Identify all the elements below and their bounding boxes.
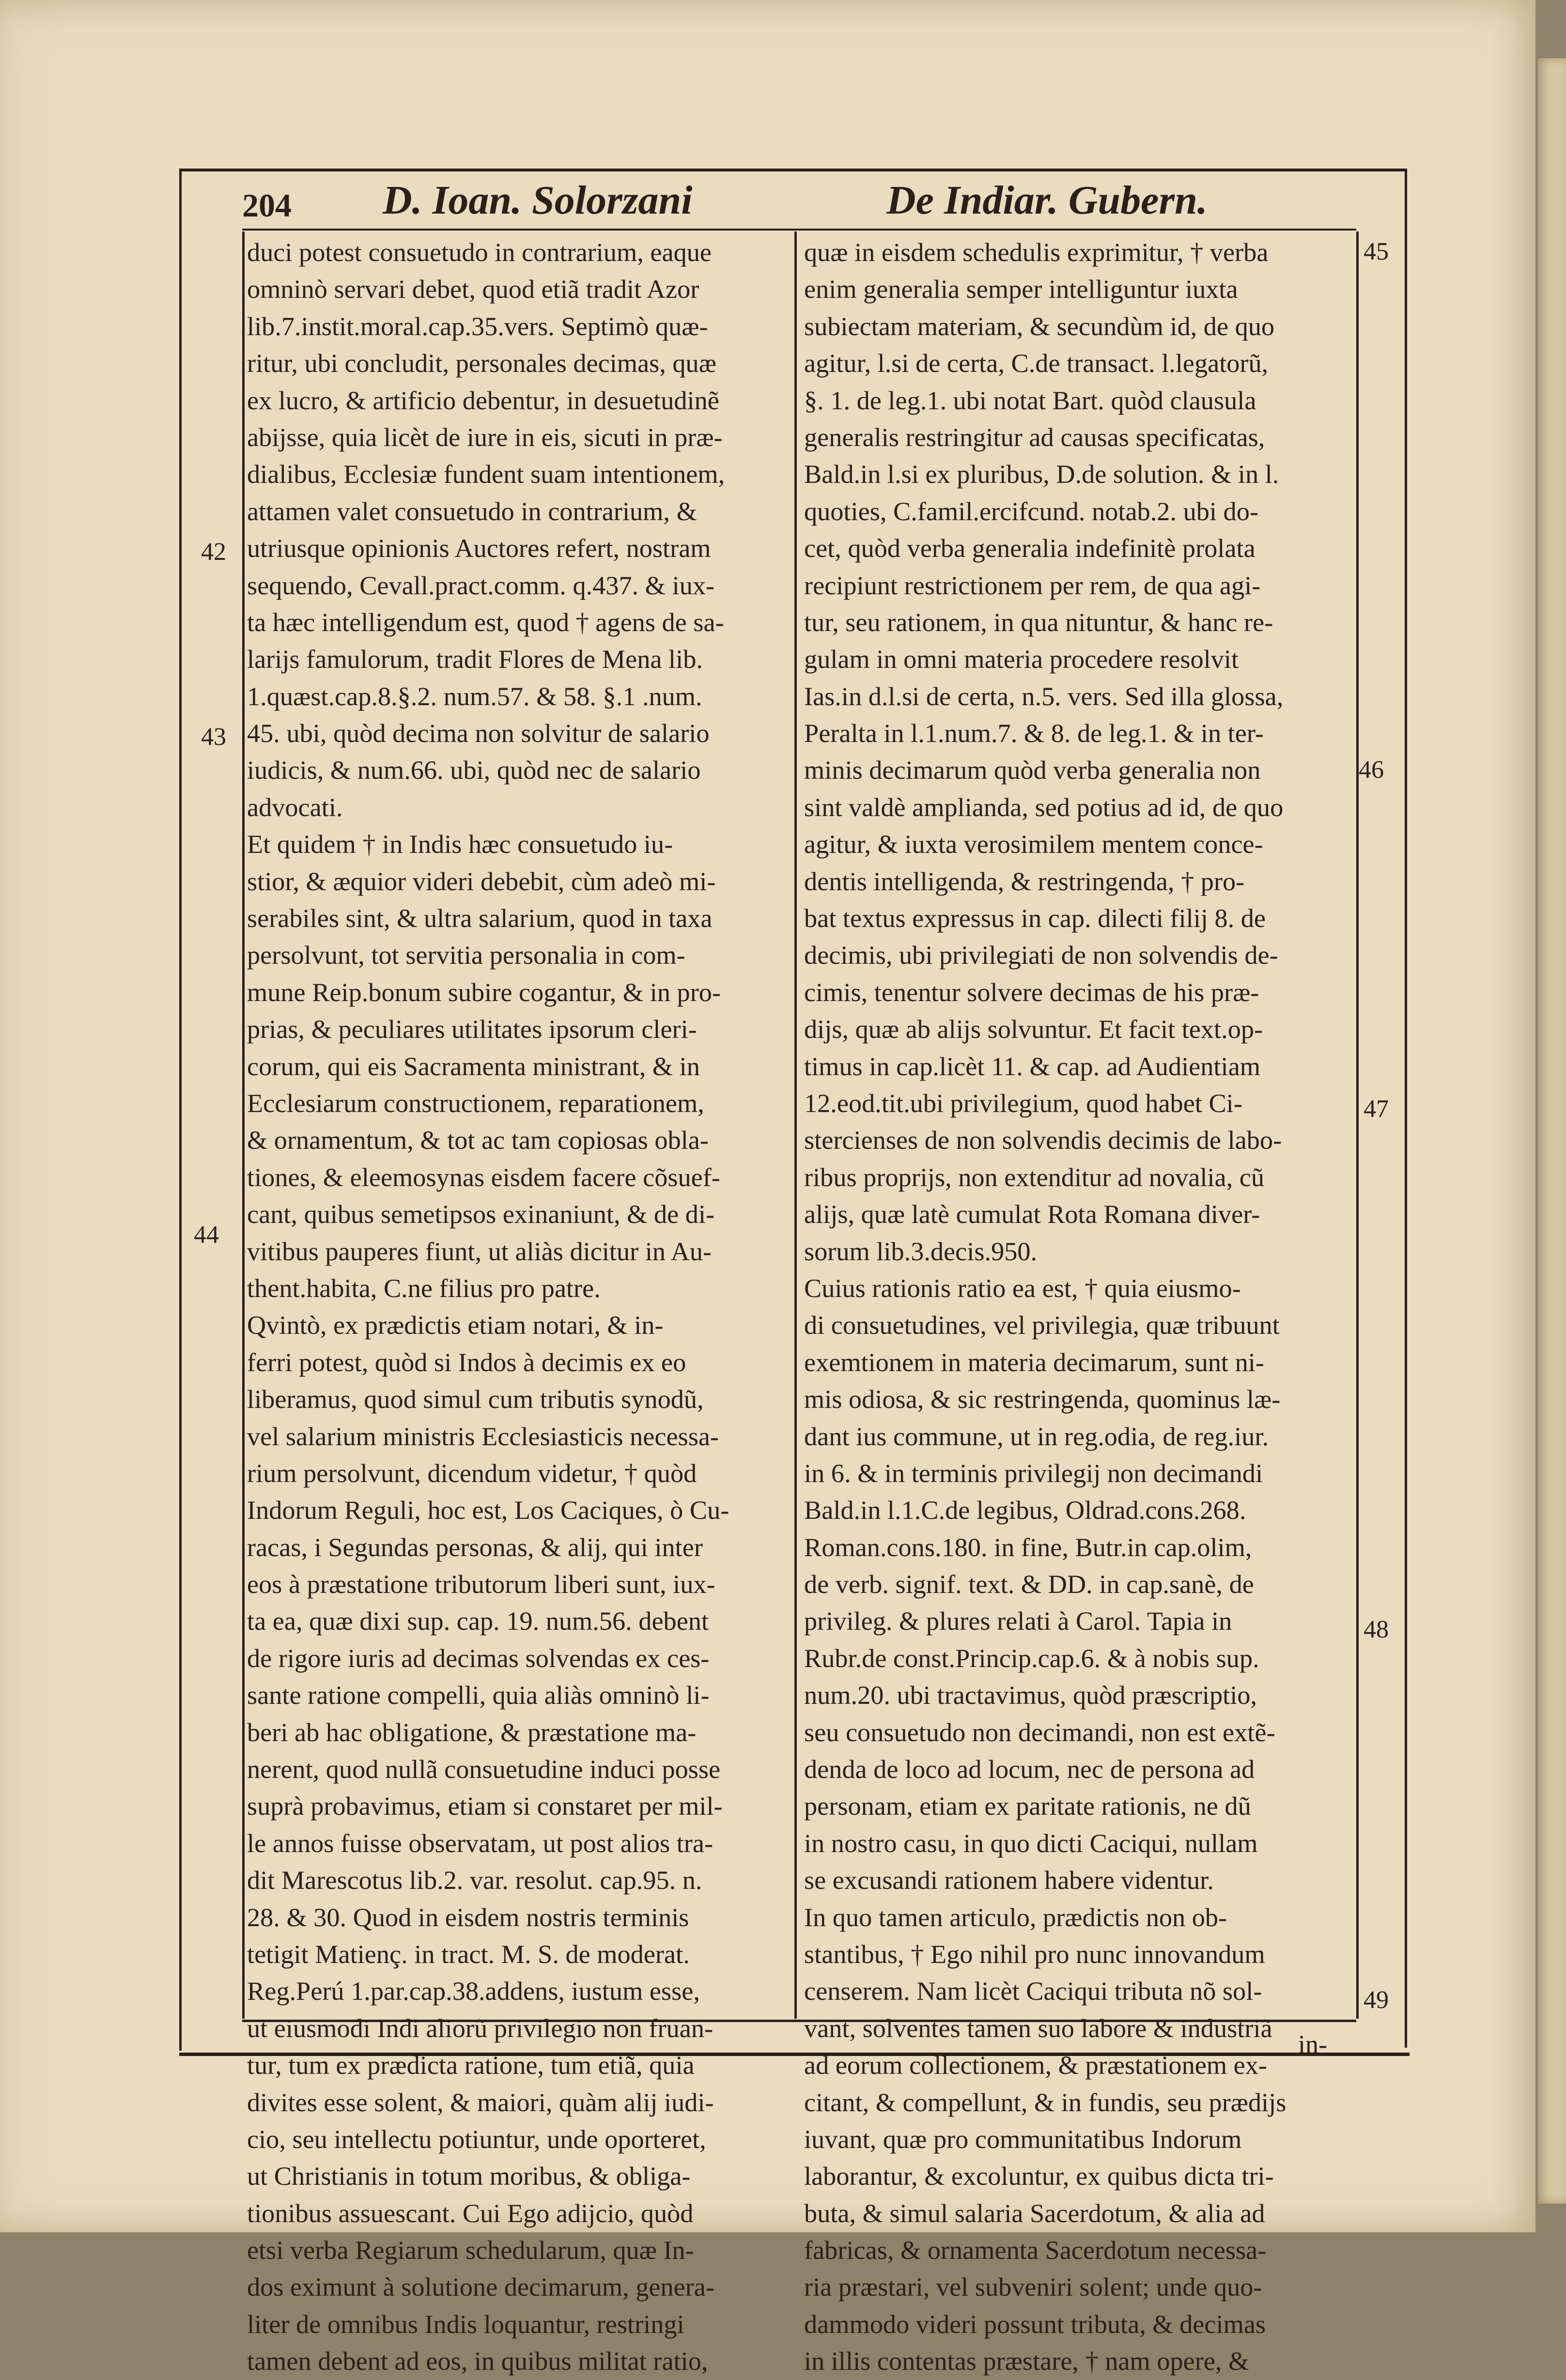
text-line: beri ab hac obligatione, & præstatione ma- — [247, 1717, 697, 1747]
text-line: attamen valet consuetudo in contrarium, & — [247, 496, 697, 526]
text-line: vant, solventes tamen suo labore & industriã — [804, 2013, 1272, 2043]
text-line: suprà probavimus, etiam si constaret per mil- — [247, 1792, 723, 1821]
margin-note-number: 44 — [194, 1221, 219, 1249]
text-line: larijs famulorum, tradit Flores de Mena lib. — [247, 645, 703, 674]
text-line: thent.habita, C.ne filius pro patre. — [247, 1273, 601, 1303]
text-line: ritur, ubi concludit, personales decimas, quæ — [247, 349, 716, 378]
text-line: Bald.in l.si ex pluribus, D.de solution. & in l. — [804, 460, 1279, 489]
page-frame-right-rule — [1405, 169, 1407, 2048]
margin-note-number: 42 — [201, 538, 226, 566]
text-line: liter de omnibus Indis loquantur, restringi — [247, 2309, 684, 2339]
text-line: mune Reip.bonum subire cogantur, & in pro- — [247, 977, 721, 1007]
text-line: Qvintò, ex prædictis etiam notari, & in- — [247, 1311, 664, 1340]
text-line: ex lucro, & artificio debentur, in desuetudinẽ — [247, 386, 719, 415]
text-line: iuvant, quæ pro communitatibus Indorum — [804, 2124, 1242, 2154]
text-line: ta ea, quæ dixi sup. cap. 19. num.56. debent — [247, 1607, 709, 1636]
text-line: dijs, quæ ab alijs solvuntur. Et facit text.op- — [804, 1015, 1263, 1044]
catchword: in- — [1298, 2030, 1327, 2059]
text-line: buta, & simul salaria Sacerdotum, & alia ad — [804, 2198, 1265, 2228]
left-column-rule — [242, 232, 245, 2019]
text-line: omninò servari debet, quod etiã tradit Azor — [247, 275, 699, 304]
text-line: & ornamentum, & tot ac tam copiosas obla- — [247, 1126, 709, 1155]
text-line: cet, quòd verba generalia indefinitè prolata — [804, 534, 1256, 563]
text-line: ut eiusmodi Indi aliorũ privilegio non fruan- — [247, 2013, 713, 2043]
margin-note-number: 48 — [1364, 1616, 1389, 1643]
text-line: personam, etiam ex paritate rationis, ne dũ — [804, 1792, 1251, 1821]
text-line: nerent, quod nullã consuetudine induci posse — [247, 1755, 721, 1784]
text-line: cio, seu intellectu potiuntur, unde oporteret, — [247, 2124, 706, 2154]
running-title-left: D. Ioan. Solorzani — [383, 178, 693, 223]
text-line: tamen debent ad eos, in quibus militat ratio, — [247, 2347, 708, 2376]
text-line: vel salarium ministris Ecclesiasticis necessa- — [247, 1422, 719, 1451]
text-line: tionibus assuescant. Cui Ego adijcio, quòd — [247, 2198, 694, 2228]
facing-page-edge — [1538, 58, 1566, 2204]
text-line: ta hæc intelligendum est, quod † agens de sa- — [247, 607, 724, 637]
text-line: 12.eod.tit.ubi privilegium, quod habet Ci- — [804, 1088, 1242, 1118]
text-line: recipiunt restrictionem per rem, de qua agi- — [804, 571, 1261, 600]
text-line: dentis intelligenda, & restringenda, † pro- — [804, 866, 1245, 896]
text-line: stantibus, † Ego nihil pro nunc innovandum — [804, 1939, 1265, 1969]
text-line: persolvunt, tot servitia personalia in com- — [247, 941, 685, 970]
text-line: denda de loco ad locum, nec de persona ad — [804, 1755, 1255, 1784]
text-line: tur, seu rationem, in qua nituntur, & hanc re- — [804, 607, 1273, 637]
text-line: exemtionem in materia decimarum, sunt ni- — [804, 1347, 1264, 1377]
text-line: Ias.in d.l.si de certa, n.5. vers. Sed illa glossa, — [804, 681, 1284, 711]
text-line: quæ in eisdem schedulis exprimitur, † verba — [804, 238, 1269, 267]
text-line: agitur, & iuxta verosimilem mentem conce- — [804, 830, 1263, 859]
text-line: utriusque opinionis Auctores refert, nostram — [247, 534, 711, 563]
text-line: ut Christianis in totum moribus, & obliga- — [247, 2162, 691, 2191]
text-line: quoties, C.famil.ercifcund. notab.2. ubi do- — [804, 496, 1258, 526]
text-line: tiones, & eleemosynas eisdem facere cõsuef- — [247, 1162, 720, 1192]
right-column-rule — [1356, 232, 1359, 2019]
text-line: citant, & compellunt, & in fundis, seu prædijs — [804, 2087, 1287, 2117]
text-line: §. 1. de leg.1. ubi notat Bart. quòd clausula — [804, 386, 1256, 415]
text-line: ria præstari, vel subveniri solent; unde quo- — [804, 2272, 1262, 2302]
text-line: bat textus expressus in cap. dilecti filij 8. de — [804, 904, 1266, 933]
text-line: sante ratione compelli, quia aliàs omninò li- — [247, 1681, 710, 1710]
text-line: sequendo, Cevall.pract.comm. q.437. & iux- — [247, 571, 715, 600]
text-line: liberamus, quod simul cum tributis synodũ, — [247, 1385, 704, 1414]
running-title-right: De Indiar. Gubern. — [886, 178, 1208, 223]
text-line: advocati. — [247, 792, 343, 822]
text-line: rium persolvunt, dicendum videtur, † quòd — [247, 1458, 697, 1488]
text-line: dammodo videri possunt tributa, & decimas — [804, 2309, 1266, 2339]
text-line: In quo tamen articulo, prædictis non ob- — [804, 1902, 1227, 1932]
text-line: alijs, quæ latè cumulat Rota Romana diver- — [804, 1200, 1260, 1229]
text-line: mis odiosa, & sic restringenda, quominus læ- — [804, 1385, 1281, 1414]
column-divider — [794, 232, 797, 2019]
text-line: di consuetudines, vel privilegia, quæ tribuunt — [804, 1311, 1280, 1340]
text-line: corum, qui eis Sacramenta ministrant, & in — [247, 1051, 700, 1081]
text-line: cant, quibus semetipsos exinaniunt, & de di- — [247, 1200, 715, 1229]
text-line: fabricas, & ornamenta Sacerdotum necessa- — [804, 2236, 1267, 2265]
margin-note-number: 46 — [1359, 756, 1384, 784]
text-line: Bald.in l.1.C.de legibus, Oldrad.cons.268. — [804, 1496, 1246, 1525]
page-number: 204 — [242, 187, 292, 224]
margin-note-number: 43 — [201, 723, 226, 751]
text-line: cimis, tenentur solvere decimas de his præ- — [804, 977, 1259, 1007]
text-line: censerem. Nam licèt Caciqui tributa nõ sol- — [804, 1977, 1262, 2006]
text-line: 1.quæst.cap.8.§.2. num.57. & 58. §.1 .num. — [247, 681, 702, 711]
text-line: divites esse solent, & maiori, quàm alij iudi- — [247, 2087, 714, 2117]
text-line: le annos fuisse observatam, ut post alios tra- — [247, 1828, 713, 1858]
text-line: dos eximunt à solutione decimarum, genera- — [247, 2272, 714, 2302]
text-line: dant ius commune, ut in reg.odia, de reg.iur. — [804, 1422, 1269, 1451]
text-line: enim generalia semper intelliguntur iuxta — [804, 275, 1238, 304]
text-line: se excusandi rationem habere videntur. — [804, 1866, 1214, 1895]
text-line: gulam in omni materia procedere resolvit — [804, 645, 1239, 674]
text-line: duci potest consuetudo in contrarium, eaque — [247, 238, 712, 267]
text-line: Rubr.de const.Princip.cap.6. & à nobis sup. — [804, 1643, 1259, 1673]
text-line: timus in cap.licèt 11. & cap. ad Audientiam — [804, 1051, 1260, 1081]
text-line: de rigore iuris ad decimas solvendas ex ces- — [247, 1643, 710, 1673]
text-line: ribus proprijs, non extenditur ad novalia, cũ — [804, 1162, 1264, 1192]
text-line: eos à præstatione tributorum liberi sunt, iux- — [247, 1570, 715, 1599]
text-line: generalis restringitur ad causas specificatas, — [804, 422, 1265, 452]
text-line: racas, i Segundas personas, & alij, qui inter — [247, 1532, 703, 1562]
text-line: Ecclesiarum constructionem, reparationem, — [247, 1088, 704, 1118]
text-line: minis decimarum quòd verba generalia non — [804, 756, 1261, 785]
text-line: serabiles sint, & ultra salarium, quod in taxa — [247, 904, 713, 933]
text-line: abijsse, quia licèt de iure in eis, sicuti in præ- — [247, 422, 723, 452]
text-line: stior, & æquior videri debebit, cùm adeò mi- — [247, 866, 716, 896]
text-line: prias, & peculiares utilitates ipsorum cleri- — [247, 1015, 697, 1044]
text-line: tetigit Matienç. in tract. M. S. de moderat. — [247, 1939, 690, 1969]
text-line: in illis contentas præstare, † nam opere, & — [804, 2347, 1249, 2376]
text-line: seu consuetudo non decimandi, non est extẽ- — [804, 1717, 1275, 1747]
margin-note-number: 45 — [1364, 238, 1389, 265]
margin-note-number: 47 — [1364, 1095, 1389, 1123]
right-text-column — [804, 234, 1351, 2380]
text-line: Et quidem † in Indis hæc consuetudo iu- — [247, 830, 673, 859]
text-line: sint valdè amplianda, sed potius ad id, de quo — [804, 792, 1284, 822]
header-rule — [242, 229, 1356, 231]
text-line: dialibus, Ecclesiæ fundent suam intentionem, — [247, 460, 725, 489]
text-line: lib.7.instit.moral.cap.35.vers. Septimò quæ- — [247, 311, 708, 341]
text-line: Cuius rationis ratio ea est, † quia eiusmo- — [804, 1273, 1241, 1303]
text-line: laborantur, & excoluntur, ex quibus dicta tri- — [804, 2162, 1274, 2191]
text-line: ferri potest, quòd si Indos à decimis ex eo — [247, 1347, 686, 1377]
text-line: vitibus pauperes fiunt, ut aliàs dicitur in Au- — [247, 1236, 712, 1266]
text-line: privileg. & plures relati à Carol. Tapia in — [804, 1607, 1232, 1636]
text-line: dit Marescotus lib.2. var. resolut. cap.95. n. — [247, 1866, 702, 1895]
text-line: ad eorum collectionem, & præstationem ex- — [804, 2051, 1267, 2080]
text-line: agitur, l.si de certa, C.de transact. l.legatorũ, — [804, 349, 1269, 378]
text-line: 28. & 30. Quod in eisdem nostris terminis — [247, 1902, 689, 1932]
text-line: num.20. ubi tractavimus, quòd præscriptio, — [804, 1681, 1257, 1710]
text-line: iudicis, & num.66. ubi, quòd nec de salario — [247, 756, 701, 785]
margin-note-number: 49 — [1364, 1986, 1389, 2014]
text-line: subiectam materiam, & secundùm id, de quo — [804, 311, 1275, 341]
text-line: stercienses de non solvendis decimis de labo- — [804, 1126, 1282, 1155]
text-line: 45. ubi, quòd decima non solvitur de salario — [247, 719, 710, 748]
text-line: in 6. & in terminis privilegij non decimandi — [804, 1458, 1263, 1488]
text-line: de verb. signif. text. & DD. in cap.sanè, de — [804, 1570, 1254, 1599]
text-line: Reg.Perú 1.par.cap.38.addens, iustum esse, — [247, 1977, 700, 2006]
text-line: tur, tum ex prædicta ratione, tum etiã, quia — [247, 2051, 695, 2080]
text-line: in nostro casu, in quo dicti Caciqui, nullam — [804, 1828, 1258, 1858]
left-text-column — [247, 234, 790, 2380]
text-line: Roman.cons.180. in fine, Butr.in cap.olim, — [804, 1532, 1252, 1562]
text-line: etsi verba Regiarum schedularum, quæ In- — [247, 2236, 694, 2265]
text-line: decimis, ubi privilegiati de non solvendis de- — [804, 941, 1278, 970]
text-line: sorum lib.3.decis.950. — [804, 1236, 1038, 1266]
text-line: Indorum Reguli, hoc est, Los Caciques, ò Cu- — [247, 1496, 729, 1525]
text-line: Peralta in l.1.num.7. & 8. de leg.1. & in ter- — [804, 719, 1264, 748]
